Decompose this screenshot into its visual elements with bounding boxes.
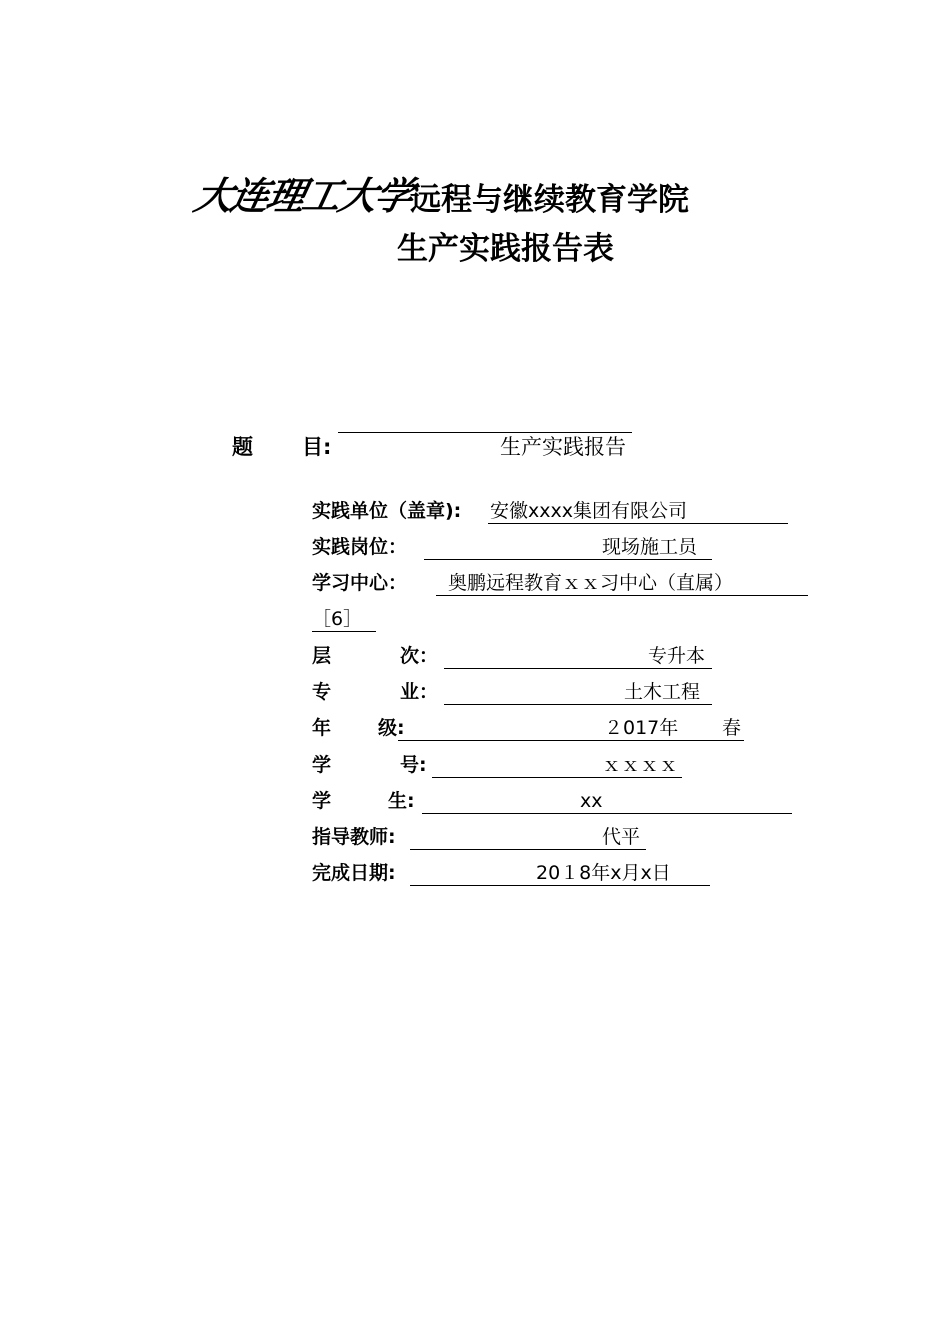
unit-value: 安徽xxxx集团有限公司 <box>490 500 687 522</box>
center-value: 奥鹏远程教育ｘｘ习中心（直属） <box>448 572 734 594</box>
center-label: 学习中心： <box>312 572 408 594</box>
unit-value-line <box>488 497 788 524</box>
position-value: 现场施工员 <box>602 536 698 558</box>
topic-label-char1: 题 <box>232 435 253 459</box>
student-value: xx <box>580 790 603 812</box>
center-value-line2 <box>312 605 376 632</box>
major-value-line <box>444 678 712 705</box>
center-value-line2-text: ［6］ <box>312 608 363 630</box>
topic-value-text: 生产实践报告 <box>500 435 626 459</box>
report-subtitle: 生产实践报告表 <box>397 231 614 267</box>
level-label-char2: 次： <box>400 645 439 667</box>
topic-label-char2: 目: <box>302 435 332 459</box>
grade-season: 春 <box>722 717 742 739</box>
grade-label-char2: 级: <box>378 717 405 739</box>
unit-label: 实践单位（盖章): <box>312 500 462 522</box>
student-id-label-char1: 学 <box>312 754 332 776</box>
advisor-label: 指导教师: <box>312 826 396 848</box>
advisor-value-line <box>410 823 646 850</box>
student-label-char2: 生: <box>388 790 415 812</box>
major-label-char1: 专 <box>312 681 332 703</box>
level-value: 专升本 <box>648 645 706 667</box>
major-label-char2: 业： <box>400 681 439 703</box>
student-label-char1: 学 <box>312 790 332 812</box>
center-value-line <box>436 569 808 596</box>
student-id-value: ｘｘｘｘ <box>602 754 679 776</box>
student-id-value-line <box>432 751 682 778</box>
grade-value-line <box>398 714 744 741</box>
completion-date-value-line <box>410 859 710 886</box>
completion-date-value: 20１8年x月x日 <box>536 862 671 884</box>
topic-value <box>338 432 632 459</box>
student-id-label-char2: 号: <box>400 754 427 776</box>
level-value-line <box>444 642 712 669</box>
level-label-char1: 层 <box>312 645 332 667</box>
completion-date-label: 完成日期: <box>312 862 396 884</box>
grade-label-char1: 年 <box>312 717 332 739</box>
advisor-value: 代平 <box>602 826 641 848</box>
position-label: 实践岗位： <box>312 536 408 558</box>
major-value: 土木工程 <box>624 681 701 703</box>
university-calligraphy-logo: 大连理工大学 <box>190 173 416 218</box>
institute-name: 远程与继续教育学院 <box>410 182 689 218</box>
student-value-line <box>422 787 792 814</box>
report-header <box>190 172 755 232</box>
position-value-line <box>424 533 712 560</box>
grade-value: ２017年 <box>604 717 679 739</box>
